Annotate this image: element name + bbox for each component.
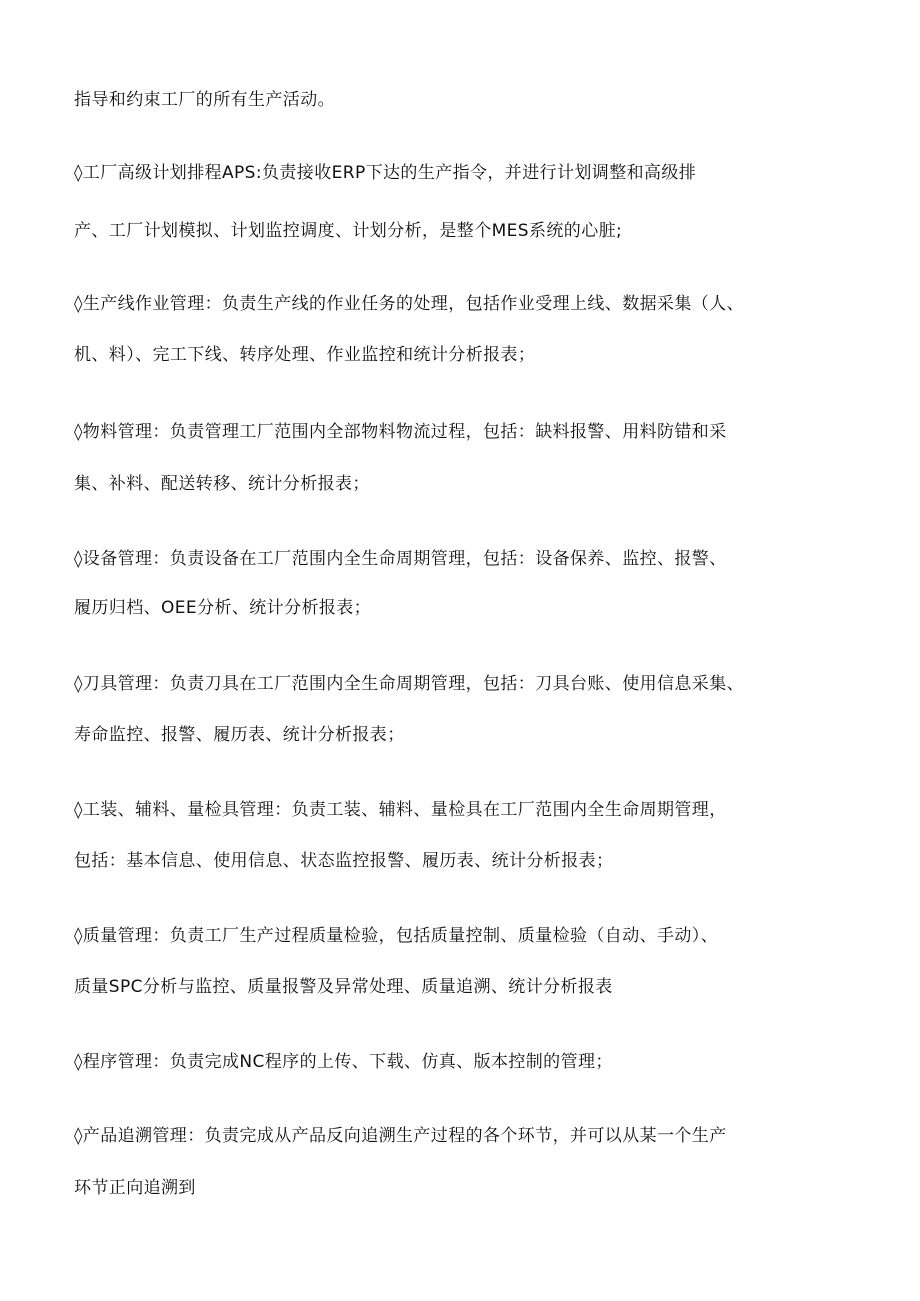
text-line: ◊设备管理：负责设备在工厂范围内全生命周期管理，包括：设备保养、监控、报警、 [74, 549, 727, 569]
text-line: 产、工厂计划模拟、计划监控调度、计划分析，是整个MES系统的心脏; [74, 221, 623, 241]
text-line: 寿命监控、报警、履历表、统计分析报表； [74, 725, 405, 745]
text-line: 履历归档、OEE分析、统计分析报表； [74, 598, 372, 618]
text-line: 指导和约束工厂的所有生产活动。 [74, 90, 335, 110]
text-line: 环节正向追溯到 [74, 1178, 196, 1198]
text-line: ◊工厂高级计划排程APS:负责接收ERP下达的生产指令，并进行计划调整和高级排 [74, 163, 697, 183]
text-line: ◊质量管理：负责工厂生产过程质量检验，包括质量控制、质量检验（自动、手动）、 [74, 926, 719, 946]
text-line: ◊程序管理：负责完成NC程序的上传、下载、仿真、版本控制的管理； [74, 1052, 613, 1072]
text-line: ◊工装、辅料、量检具管理：负责工装、辅料、量检具在工厂范围内全生命周期管理， [74, 800, 727, 820]
text-line: 集、补料、配送转移、统计分析报表； [74, 474, 370, 494]
text-line: 机、料）、完工下线、转序处理、作业监控和统计分析报表； [74, 345, 536, 365]
text-line: 包括：基本信息、使用信息、状态监控报警、履历表、统计分析报表； [74, 851, 614, 871]
text-line: 质量SPC分析与监控、质量报警及异常处理、质量追溯、统计分析报表 [74, 977, 613, 997]
text-line: ◊刀具管理：负责刀具在工厂范围内全生命周期管理，包括：刀具台账、使用信息采集、 [74, 674, 744, 694]
text-line: ◊产品追溯管理：负责完成从产品反向追溯生产过程的各个环节，并可以从某一个生产 [74, 1126, 727, 1146]
text-line: ◊物料管理：负责管理工厂范围内全部物料物流过程，包括：缺料报警、用料防错和采 [74, 422, 727, 442]
text-line: ◊生产线作业管理：负责生产线的作业任务的处理，包括作业受理上线、数据采集（人、 [74, 294, 744, 314]
